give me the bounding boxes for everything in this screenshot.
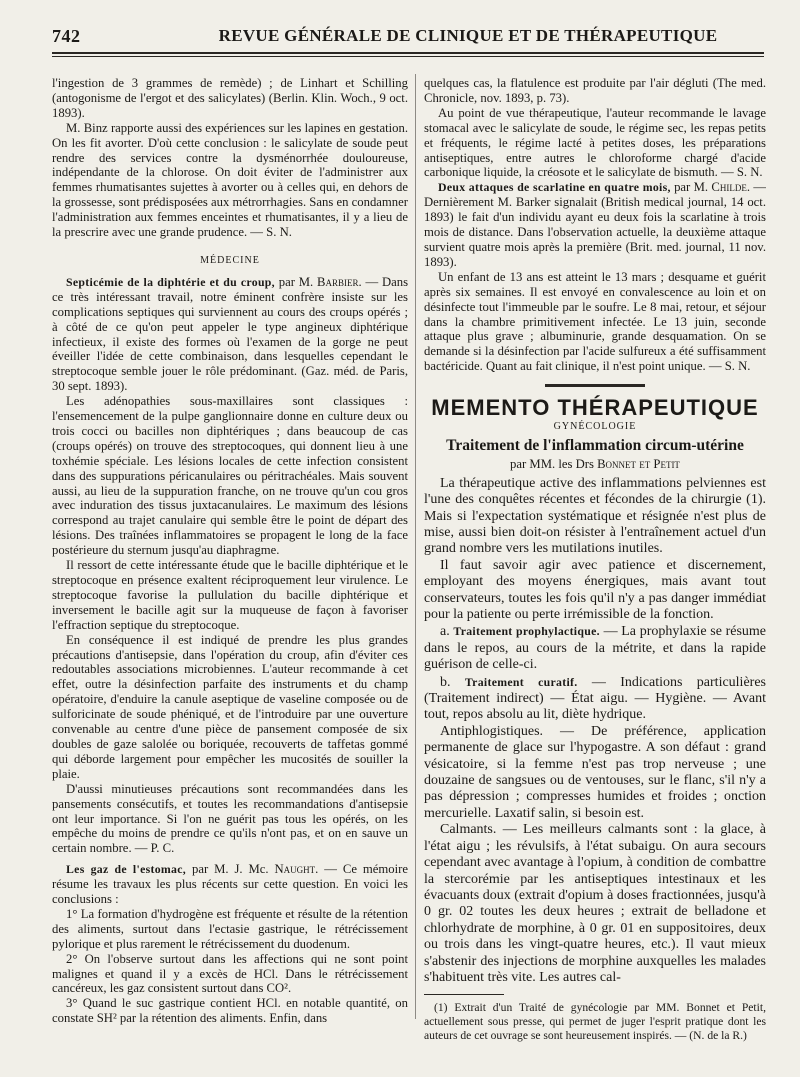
article-heading: Deux attaques de scarlatine en quatre mois, [438,180,671,195]
article-body: — Dans ce très intéressant travail, notre éminent confrère insiste sur les complications septiques qui surviennent au cours des croups opérés ; à côté de ce qu'on peut appeler le type angineux diphtérique infectieux, il existe des formes où l'examen de la gorge ne peut éveiller l'idée de cette combinaison, dans lesquelles cependant le streptocoque semble jouer le rôle prédominant. (Gaz. méd. de Paris, 30 sept. 1893). [52,274,408,394]
separator-rule [545,384,645,387]
paragraph: Il faut savoir agir avec patience et discernement, employant des moyens énergiques, mais avant tout conservateurs, toutes les fois qu'il n'y a pas danger immédiat pour la patiente ou perte irrémissible de la fonction. [424,557,766,622]
page-number: 742 [52,26,81,46]
paragraph [424,674,766,724]
paragraph: Les adénopathies sous-maxillaires sont classiques : l'ensemencement de la pulpe ganglionnaire donne en culture deux ou trois cocci ou bacilles non diphtériques ; dans beaucoup de cas (croups opérés) on trouve des streptocoques, qui donnent lieu à une toxhémie spéciale. Les lésions locales de cette infection consistent dans des suppurations péricanulaires ou péritrachéales. Mais souvent aussi, au lieu de la suppuration franche, on ne trouve qu'un cou gros avec induration des tissus juxtacanulaires. Le maximum des lésions correspond au trajet canulaire qui semble être le point de départ des lésions. Des traînées inflammatoires se propagent le long de la face postérieure du sternum jusqu'au diaphragme. [52,394,408,558]
memento-subtitle: Traitement de l'inflammation circum-utérine [446,436,744,454]
item-body: — Indications particulières (Traitement indirect) — État aigu. — Hygiène. — Avant tout, repos absolu au lit, diète hydrique. [424,674,766,723]
author-prefix: par M. J. Mc. [191,862,269,877]
paragraph: Au point de vue thérapeutique, l'auteur recommande le lavage stomacal avec le salicylate de soude, le régime sec, les repas petits et fréquents, le régime lacté à petites doses, les préparations antiseptiques, entre autres le chloroforme chargé d'acide carbonique liquide, la créosote et le salicylate de bismuth. — S. N. [424,105,766,180]
author-prefix: par MM. les Drs [510,456,594,471]
item-marker: a. [440,624,450,640]
right-column [424,76,766,1066]
paragraph [424,623,766,673]
paragraph: Calmants. — Les meilleurs calmants sont : la glace, à l'état aigu ; les révulsifs, à l'état subaigu. On aura secours cependant avec avantage à l'opium, à condition de combattre la stercorémie par les antiseptiques intestinaux et les évacuants doux (extrait d'opium à doses fractionnées, jusqu'à 0 gr. 02 toutes les deux heures ; extrait de belladone et chlorhydrate de morphine, à 0 gr. 01 en suppositoires, deux ou trois dans les vingt-quatre heures, etc.). Il vaut mieux s'abstenir des injections de morphine auxquelles les malades s'habituent très vite. Les autres cal- [424,822,766,985]
memento-authors [424,457,766,472]
article-scarlatine [424,180,766,269]
item-body: — La prophylaxie se résume dans le repos, au cours de la métrite, et dans la rapide guérison de celle-ci. [424,624,766,673]
author-name: Naught. [274,862,319,877]
author-name: Barbier. [317,274,362,289]
paragraph: l'ingestion de 3 grammes de remède) ; de Linhart et Schilling (antogonisme de l'ergot et des salicylates) (Berlin. Klin. Woch., 9 oct. 1893). [52,76,408,120]
article-heading: Les gaz de l'estomac, [66,862,187,877]
article-body: — Ce mémoire résume les travaux les plus récents sur cette question. En voici les conclusions : [52,862,408,907]
item-heading: Traitement curatif. [464,674,578,689]
left-column [52,76,408,1066]
paragraph: La thérapeutique active des inflammations pelviennes est l'une des conquêtes récentes et fécondes de la chirurgie (1). Mais si l'expectation systématique et résignée n'est plus de mise, aussi bien doit-on résister à l'entraînement actuel d'un grand nombre vers les mutilations inutiles. [424,475,766,557]
paragraph: D'aussi minutieuses précautions sont recommandées dans les pansements consécutifs, et toutes les recommandations d'antisepsie ont leur importance. Si l'on ne guérit pas tous les opérés, on les empêche du moins de prendre ce qu'ils n'ont pas, et on en sauve un certain nombre. — P. C. [52,781,408,856]
item-marker: b. [440,674,451,690]
section-label: GYNÉCOLOGIE [553,421,637,433]
header-rule [52,52,764,57]
conclusion-item: 2° On l'observe surtout dans les affections qui ne sont point malignes et quand il y a excès de HCl. Dans le rétrécissement cancéreux, les gaz consistent surtout dans CO². [52,951,408,996]
item-heading: Traitement prophylactique. [453,624,600,639]
paragraph: quelques cas, la flatulence est produite par l'air dégluti (The med. Chronicle, nov. 1893, p. 73). [424,76,766,105]
article-heading: Septicémie de la diphtérie et du croup, [66,274,275,289]
page-header [52,26,764,52]
section-label: MÉDECINE [200,254,260,266]
article-gaz-estomac [52,862,408,907]
memento-body [424,476,766,987]
column-divider [415,74,416,1019]
paragraph: Un enfant de 13 ans est atteint le 13 mars ; desquame et guérit après six semaines. Il est envoyé en convalescence au loin et on désinfecte tout l'immeuble par le soufre. Le 8 mai, retour, et séjour dans la chambre primitivement infectée. Le 13 juin, seconde attaque plus grave ; albuminurie, grande desquamation. On se demande si la désinfection par l'acide sulfureux a été suffisamment bactéricide. Quant au fait clinique, il n'est point unique. — S. N. [424,269,766,374]
author-name: Childe. [711,180,751,195]
paragraph: En conséquence il est indiqué de prendre les plus grandes précautions d'antisepsie, dans l'opération du croup, afin d'éviter ces redoutables associations microbiennes. L'auteur recommande à cet effet, outre la désinfection parfaite des instruments et du champ opératoire, d'enduire la canule aseptique de vaseline composée ou de sulforicinate de soude phéniqué, et de l'introduire par une ouverture convenable au centre d'une pièce de pansement composée de six doubles de gaze salolée ou boriquée, recouverts de taffetas gommé qui déborde largement pour empêcher les mucosités de souiller la plaie. [52,632,408,781]
paragraph: M. Binz rapporte aussi des expériences sur les lapines en gestation. On les fit avorter. D'où cette conclusion : le salicylate de soude peut rendre des services contre la dysménorrhée douloureuse, indépendante de la chlorose. On doit éviter de l'administrer aux femmes rhumatisantes sujettes à avorter ou à celles qui, en dehors de la grossesse, sont prédisposées aux métrorrhagies. Sans en condamner l'administration aux femmes enceintes et rhumatisantes, il y a lieu de la prescrire avec une grande prudence. — S. N. [52,120,408,240]
author-name: Bonnet et Petit [597,456,680,471]
article-body: — Dernièrement M. Barker signalait (British medical journal, 14 oct. 1893) le fait d'un individu ayant eu deux fois la scarlatine à trois mois de distance. Dans l'observation actuelle, la deuxième attaque survient quatre mois après la première (Brit. med. journal, 11 nov. 1893). [424,180,766,269]
footnote [424,1001,766,1042]
paragraph: Antiphlogistiques. — De préférence, application permanente de glace sur l'hypogastre. A son défaut : grand vésicatoire, si la femme n'est pas trop nerveuse ; une douzaine de sangsues ou de ventouses, sur le flanc, s'il n'y a pas dépression ; compresses humides et froides ; onction mercurielle. Laxatif salin, si besoin est. [424,723,766,821]
paragraph: Il ressort de cette intéressante étude que le bacille diphtérique et le streptocoque en présence exaltent réciproquement leur virulence. Le streptocoque favorise la pullulation du bacille diphtérique et inversement le bacille agit sur la muqueuse de façon à favoriser l'effraction septique du streptocoque. [52,558,408,632]
running-title: REVUE GÉNÉRALE DE CLINIQUE ET DE THÉRAPEUTIQUE [218,26,718,45]
author-prefix: par M. [278,274,314,289]
footnote-rule [424,994,504,995]
conclusion-item: 3° Quand le suc gastrique contient HCl. en notable quantité, on constate SH² par la rétention des aliments. Enfin, dans [52,996,408,1026]
footnote-text: (1) Extrait d'un Traité de gynécologie par MM. Bonnet et Petit, actuellement sous presse, qui permet de juger l'esprit pratique dont les auteurs de cet ouvrage se sont heureusement inspirés. — (N. de la R.) [424,1001,766,1042]
memento-title: MEMENTO THÉRAPEUTIQUE [431,395,759,421]
article-septicemie [52,275,408,394]
conclusion-item: 1° La formation d'hydrogène est fréquente et résulte de la rétention des aliments, surtout dans l'ectasie gastrique, le rétrécissement pylorique et plus rarement le rétrécissement du duodenum. [52,906,408,951]
author-prefix: par M. [674,180,709,195]
